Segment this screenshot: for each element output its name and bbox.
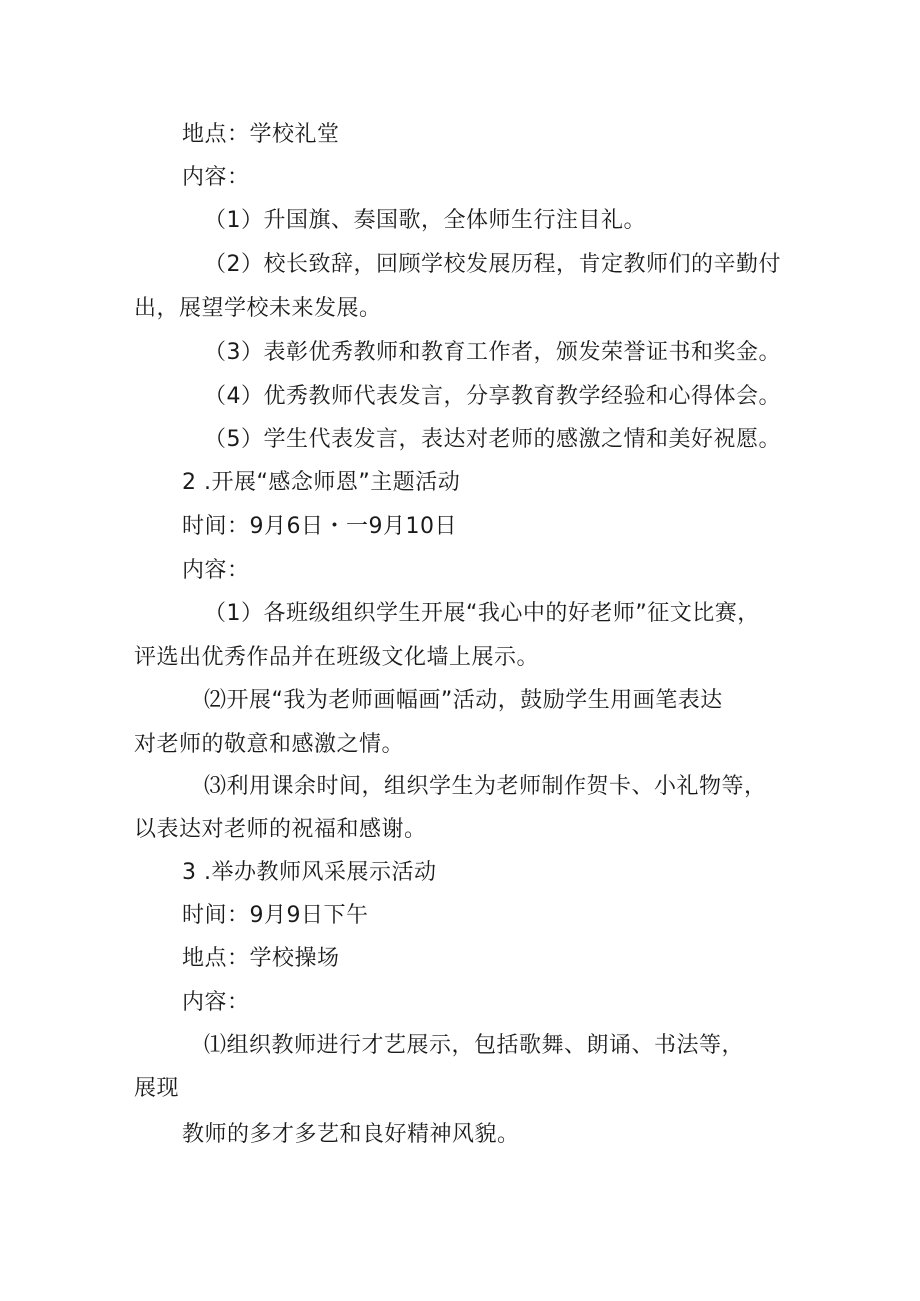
item-2-3-cont: 以表达对老师的祝福和感谢。 bbox=[134, 817, 427, 842]
item-2-2-cont: 对老师的敬意和感激之情。 bbox=[134, 732, 405, 757]
content-heading-3: 内容： bbox=[182, 990, 250, 1015]
venue-line-3: 地点：学校操场 bbox=[182, 946, 340, 971]
item-2-1: （1）各班级组织学生开展“我心中的好老师”征文比赛， bbox=[204, 601, 760, 626]
item-3-1: ⑴组织教师进行才艺展示，包括歌舞、朗诵、书法等， bbox=[204, 1033, 745, 1058]
section-3-heading: 3 .举办教师风采展示活动 bbox=[182, 860, 437, 885]
venue-line-1: 地点：学校礼堂 bbox=[182, 122, 340, 147]
time-line-2: 时间：9月6日・一9月10日 bbox=[182, 514, 457, 539]
item-1-4: （4）优秀教师代表发言，分享教育教学经验和心得体会。 bbox=[204, 384, 781, 409]
item-2-1-cont: 评选出优秀作品并在班级文化墙上展示。 bbox=[134, 645, 540, 670]
item-1-2: （2）校长致辞，回顾学校发展历程，肯定教师们的辛勤付 bbox=[204, 252, 781, 277]
content-heading-1: 内容： bbox=[182, 165, 250, 190]
item-1-5: （5）学生代表发言，表达对老师的感激之情和美好祝愿。 bbox=[204, 427, 781, 452]
item-3-1-cont: 展现 bbox=[134, 1076, 180, 1101]
item-1-1: （1）升国旗、奏国歌，全体师生行注目礼。 bbox=[204, 208, 646, 233]
item-3-1-end: 教师的多才多艺和良好精神风貌。 bbox=[182, 1122, 520, 1147]
time-line-3: 时间：9月9日下午 bbox=[182, 903, 369, 928]
item-1-3: （3）表彰优秀教师和教育工作者，颁发荣誉证书和奖金。 bbox=[204, 340, 781, 365]
item-2-3: ⑶利用课余时间，组织学生为老师制作贺卡、小礼物等， bbox=[204, 774, 767, 799]
item-2-2: ⑵开展“我为老师画幅画”活动，鼓励学生用画笔表达 bbox=[204, 688, 723, 713]
content-heading-2: 内容： bbox=[182, 558, 250, 583]
section-2-heading: 2 .开展“感念师恩”主题活动 bbox=[182, 470, 461, 495]
item-1-2-cont: 出，展望学校未来发展。 bbox=[134, 296, 382, 321]
